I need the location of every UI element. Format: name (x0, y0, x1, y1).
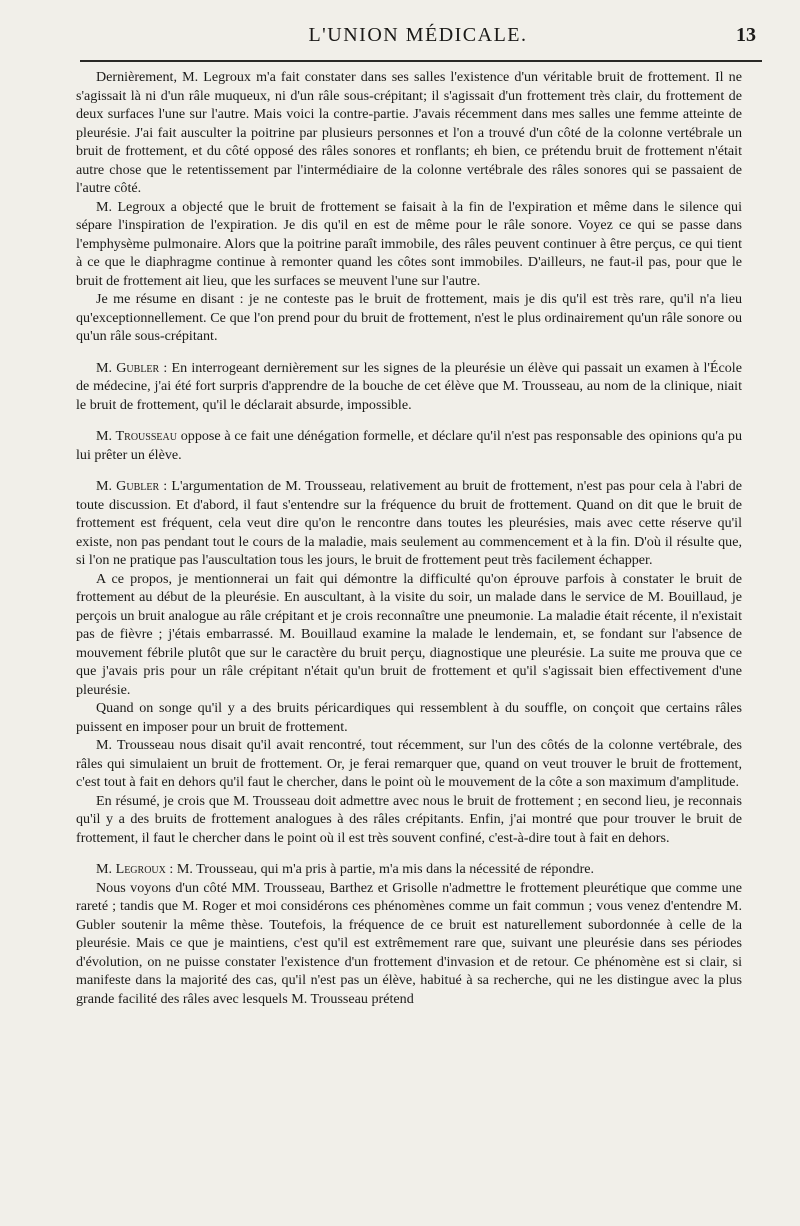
paragraph-text: oppose à ce fait une dénégation formelle, et déclare qu'il n'est pas responsable des opinions qu'a pu lui prêter un élève. (76, 428, 742, 463)
paragraph (76, 860, 742, 879)
paragraph (76, 427, 742, 464)
article-body (76, 68, 742, 1008)
paragraph-text: Nous voyons d'un côté MM. Trousseau, Barthez et Grisolle n'admettre le frottement pleurétique que comme une rareté ; tandis que M. Roger et moi considérons ces phénomènes comme un fait commun ; vous venez d'entendre M. Gubler soutenir la même thèse. Toutefois, la fréquence de ce bruit est naturellement subordonnée à celle de la pleurésie. Mais ce que je maintiens, c'est qu'il est extrêmement rare que, suivant une pleurésie dans ses périodes d'évolution, on ne puisse constater l'existence d'un frottement d'invasion et de retour. Ce phénomène est si clair, si manifeste dans la majorité des cas, qu'il n'est pas un élève, habitué à sa recherche, qui ne les distingue avec la plus grande facilité des râles avec lesquels M. Trousseau prétend (76, 879, 742, 1007)
paragraph (76, 879, 742, 1009)
paragraph-text: : En interrogeant dernièrement sur les signes de la pleurésie un élève qui passait un examen à l'École de médecine, j'ai été fort surpris d'apprendre de la bouche de cet élève que M. Trousseau, au nom de la clinique, niait le bruit de frottement, qu'il le déclarait absurde, impossible. (76, 359, 742, 413)
paragraph (76, 290, 742, 346)
paragraph (76, 68, 742, 198)
paragraph-text: : M. Trousseau, qui m'a pris à partie, m'a mis dans la nécessité de répondre. (165, 861, 595, 877)
speaker-name: M. Gubler (96, 478, 160, 494)
paragraph (76, 198, 742, 291)
speaker-name: M. Legroux (96, 861, 166, 877)
header-rule (80, 60, 762, 62)
paragraph (76, 792, 742, 848)
paragraph (76, 736, 742, 792)
page-number: 13 (736, 24, 756, 46)
paragraph-text: Je me résume en disant : je ne conteste pas le bruit de frottement, mais je dis qu'il est très rare, qu'il n'a lieu qu'exceptionnellement. Ce que l'on prend pour du bruit de frottement, n'est le plus ordinairement qu'un râle sonore ou qu'un râle sous-crépitant. (76, 291, 742, 344)
paragraph-text: M. Trousseau nous disait qu'il avait rencontré, tout récemment, sur l'un des côtés de la colonne vertébrale, des râles qui simulaient un bruit de frottement. Or, je ferai remarquer que, quand on veut trouver le bruit de frottement, c'est tout à fait en dehors qu'il faut le chercher, dans le point où le mouvement de la côte a son maximum d'amplitude. (76, 737, 742, 790)
paragraph-text: Dernièrement, M. Legroux m'a fait constater dans ses salles l'existence d'un véritable bruit de frottement. Il ne s'agissait là ni d'un râle muqueux, ni d'un râle sous-crépitant; il s'agissait d'un frottement très clair, du frottement de deux surfaces l'une sur l'autre. Mais voici la contre-partie. J'avais récemment dans mes salles une femme atteinte de pleurésie. J'ai fait ausculter la poitrine par plusieurs personnes et l'on a trouvé d'un côté de la colonne vertébrale un bruit de frottement, et du côté opposé des râles sonores et ronflants; eh bien, ce prétendu bruit de frottement n'était autre chose que le retentissement par l'intermédiaire de la colonne vertébrale des râles sonores qui se passaient de l'autre côté. (76, 69, 742, 196)
page-header (66, 22, 770, 52)
paragraph-text: : L'argumentation de M. Trousseau, relativement au bruit de frottement, n'est pas pour cela à l'abri de toute discussion. Et d'abord, il faut s'entendre sur la fréquence du bruit de frottement. Quand on dit que le bruit de frottement est fréquent, cela veut dire qu'on le rencontre dans toutes les pleurésies, mais avec cette réserve qu'il existe, non pas pendant tout le cours de la maladie, mais seulement au commencement et à la fin. D'où il résulte que, si l'on ne pratique pas l'auscultation tous les jours, le bruit de frottement peut très facilement échapper. (76, 478, 742, 568)
speaker-name: M. Gubler (96, 359, 160, 376)
paragraph (76, 359, 742, 415)
paragraph-text: A ce propos, je mentionnerai un fait qui démontre la difficulté qu'on éprouve parfois à constater le bruit de frottement au début de la pleurésie. En auscultant, à la visite du soir, un malade dans le service de M. Bouillaud, je perçois un bruit analogue au râle crépitant et je crois reconnaître une pneumonie. La maladie était récente, il n'existait pas de fièvre ; j'étais embarrassé. M. Bouillaud examine la malade le lendemain, et, se fondant sur l'absence de mouvement fébrile plutôt que sur le caractère du bruit perçu, diagnostique une pleurésie. La suite me prouva que ce que j'avais pris pour un râle crépitant n'était qu'un bruit de frottement et qu'il s'agissait bien effectivement d'une pleurésie. (76, 570, 742, 698)
running-title: L'UNION MÉDICALE. (308, 24, 528, 46)
paragraph (76, 477, 742, 570)
speaker-name: M. Trousseau (96, 428, 177, 444)
paragraph-text: M. Legroux a objecté que le bruit de frottement se faisait à la fin de l'expiration et même dans le silence qui sépare l'inspiration de l'expiration. Je dis qu'il en est de même pour le râle sonore. Voyez ce qui se passe dans l'emphysème pulmonaire. Alors que la poitrine paraît immobile, des râles peuvent continuer à être perçus, ce qui tient à ce que le diaphragme continue à remonter quand les côtes sont immobiles. D'ailleurs, ne faut-il pas, pour que le bruit de frottement ait lieu, que les surfaces se meuvent l'une sur l'autre. (76, 198, 742, 289)
paragraph (76, 570, 742, 700)
paragraph-text: En résumé, je crois que M. Trousseau doit admettre avec nous le bruit de frottement ; en second lieu, je reconnais qu'il y a des bruits de frottement analogues à des râles crépitants. Enfin, j'ai montré que pour trouver le bruit de frottement, il faut le chercher dans le point où il est très souvent confiné, c'est-à-dire tout à fait en dehors. (76, 792, 742, 846)
paragraph-text: Quand on songe qu'il y a des bruits péricardiques qui ressemblent à du souffle, on conçoit que certains râles puissent en imposer pour un bruit de frottement. (76, 700, 742, 735)
paragraph (76, 699, 742, 736)
